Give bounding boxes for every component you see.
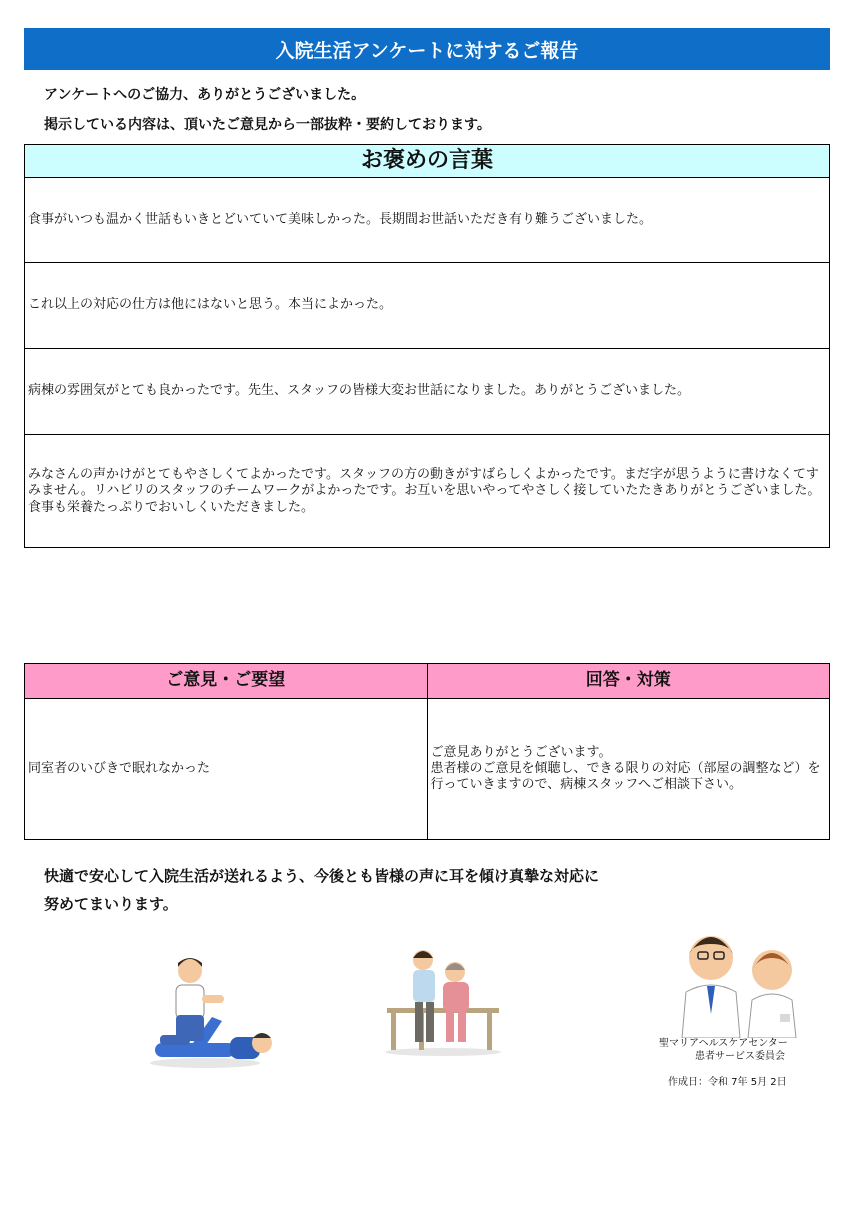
opinion-cell: 同室者のいびきで眠れなかった (25, 699, 428, 840)
answer-heading: 回答・対策 (427, 664, 830, 699)
walking-rehab-illustration (383, 948, 503, 1058)
page-title: 入院生活アンケートに対するご報告 (24, 28, 830, 70)
closing-line-2: 努めてまいります。 (44, 895, 178, 913)
closing-message (44, 862, 599, 918)
opinion-heading: ご意見・ご要望 (25, 664, 428, 699)
org-name-line-1: 聖マリアヘルスケアセンター (659, 1038, 788, 1049)
org-name-line-2: 患者サービス委員会 (695, 1051, 785, 1062)
intro-line-2: 掲示している内容は、頂いたご意見から一部抜粋・要約しております。 (44, 117, 491, 133)
praise-item: 食事がいつも温かく世話もいきとどいていて美味しかった。長期間お世話いただき有り難うございました。 (25, 178, 830, 263)
feedback-table (24, 663, 830, 840)
closing-line-1: 快適で安心して入院生活が送れるよう、今後とも皆様の声に耳を傾け真摯な対応に (44, 867, 600, 885)
intro-line-1: アンケートへのご協力、ありがとうございました。 (44, 87, 366, 103)
praise-heading: お褒めの言葉 (25, 145, 830, 178)
creation-date: 作成日：令和 7年 5月 2日 (668, 1077, 787, 1088)
answer-cell: ご意見ありがとうございます。 患者様のご意見を傾聴し、できる限りの対応（部屋の調整など）を行っていきますので、病棟スタッフへご相談下さい。 (427, 699, 830, 840)
praise-item: これ以上の対応の仕方は他にはないと思う。本当によかった。 (25, 263, 830, 349)
praise-item: みなさんの声かけがとてもやさしくてよかったです。スタッフの方の動きがすばらしくよかったです。まだ字が思うように書けなくてすみません。リハビリのスタッフのチームワークがよかったです。お互いを思いやってやさしく接していたたきありがとうございました。食事も栄養たっぷりでおいしくいただきました。 (25, 435, 830, 548)
therapist-stretching-illustration (150, 955, 275, 1070)
praise-table (24, 144, 830, 548)
doctor-nurse-illustration (678, 930, 803, 1038)
praise-item: 病棟の雰囲気がとても良かったです。先生、スタッフの皆様大変お世話になりました。ありがとうございました。 (25, 349, 830, 435)
organization-name (659, 1037, 788, 1063)
